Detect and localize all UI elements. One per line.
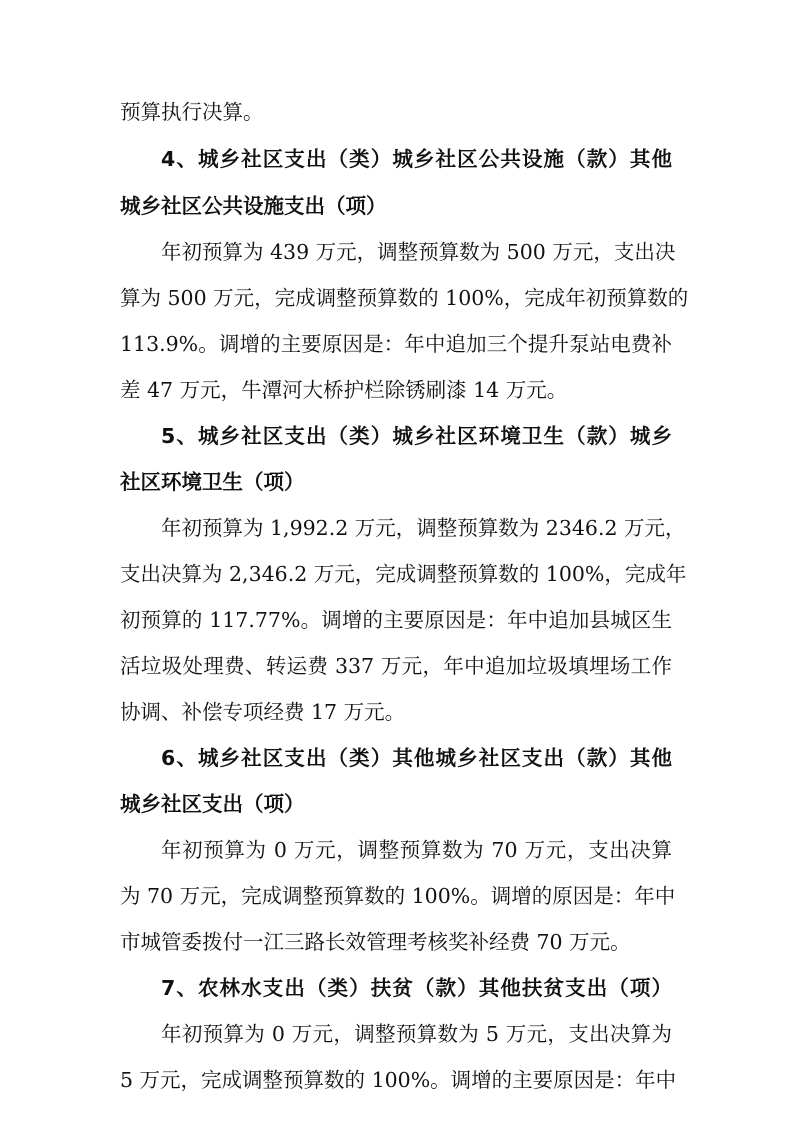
section-heading-6-cont: 城乡社区支出（项） — [120, 792, 305, 816]
paragraph-line: 5 万元，完成调整预算数的 100%。调增的主要原因是：年中 — [120, 1068, 677, 1092]
section-heading-4: 4、城乡社区支出（类）城乡社区公共设施（款）其他 — [161, 147, 672, 171]
paragraph-line: 差 47 万元，牛潭河大桥护栏除锈刷漆 14 万元。 — [120, 378, 568, 402]
paragraph-line: 支出决算为 2,346.2 万元，完成调整预算数的 100%，完成年 — [120, 562, 687, 586]
paragraph-line: 算为 500 万元，完成调整预算数的 100%，完成年初预算数的 — [120, 286, 689, 310]
paragraph-line: 初预算的 117.77%。调增的主要原因是：年中追加县城区生 — [120, 608, 672, 632]
section-heading-5-cont: 社区环境卫生（项） — [120, 470, 305, 494]
paragraph-line: 年初预算为 0 万元，调整预算数为 5 万元，支出决算为 — [161, 1022, 672, 1046]
section-heading-4-cont: 城乡社区公共设施支出（项） — [120, 194, 387, 218]
paragraph-line: 年初预算为 439 万元，调整预算数为 500 万元，支出决 — [161, 240, 676, 264]
section-heading-6: 6、城乡社区支出（类）其他城乡社区支出（款）其他 — [161, 746, 672, 770]
paragraph-line: 为 70 万元，完成调整预算数的 100%。调增的原因是：年中 — [120, 884, 676, 908]
paragraph-line: 年初预算为 1,992.2 万元，调整预算数为 2346.2 万元， — [161, 516, 686, 540]
paragraph-line: 协调、补偿专项经费 17 万元。 — [120, 700, 406, 724]
paragraph-line: 活垃圾处理费、转运费 337 万元，年中追加垃圾填埋场工作 — [120, 654, 672, 678]
section-heading-7: 7、农林水支出（类）扶贫（款）其他扶贫支出（项） — [161, 976, 672, 1000]
paragraph-line: 预算执行决算。 — [120, 100, 264, 124]
section-heading-5: 5、城乡社区支出（类）城乡社区环境卫生（款）城乡 — [161, 424, 672, 448]
paragraph-line: 113.9%。调增的主要原因是：年中追加三个提升泵站电费补 — [120, 332, 672, 356]
paragraph-line: 市城管委拨付一江三路长效管理考核奖补经费 70 万元。 — [120, 930, 631, 954]
paragraph-line: 年初预算为 0 万元，调整预算数为 70 万元，支出决算 — [161, 838, 672, 862]
